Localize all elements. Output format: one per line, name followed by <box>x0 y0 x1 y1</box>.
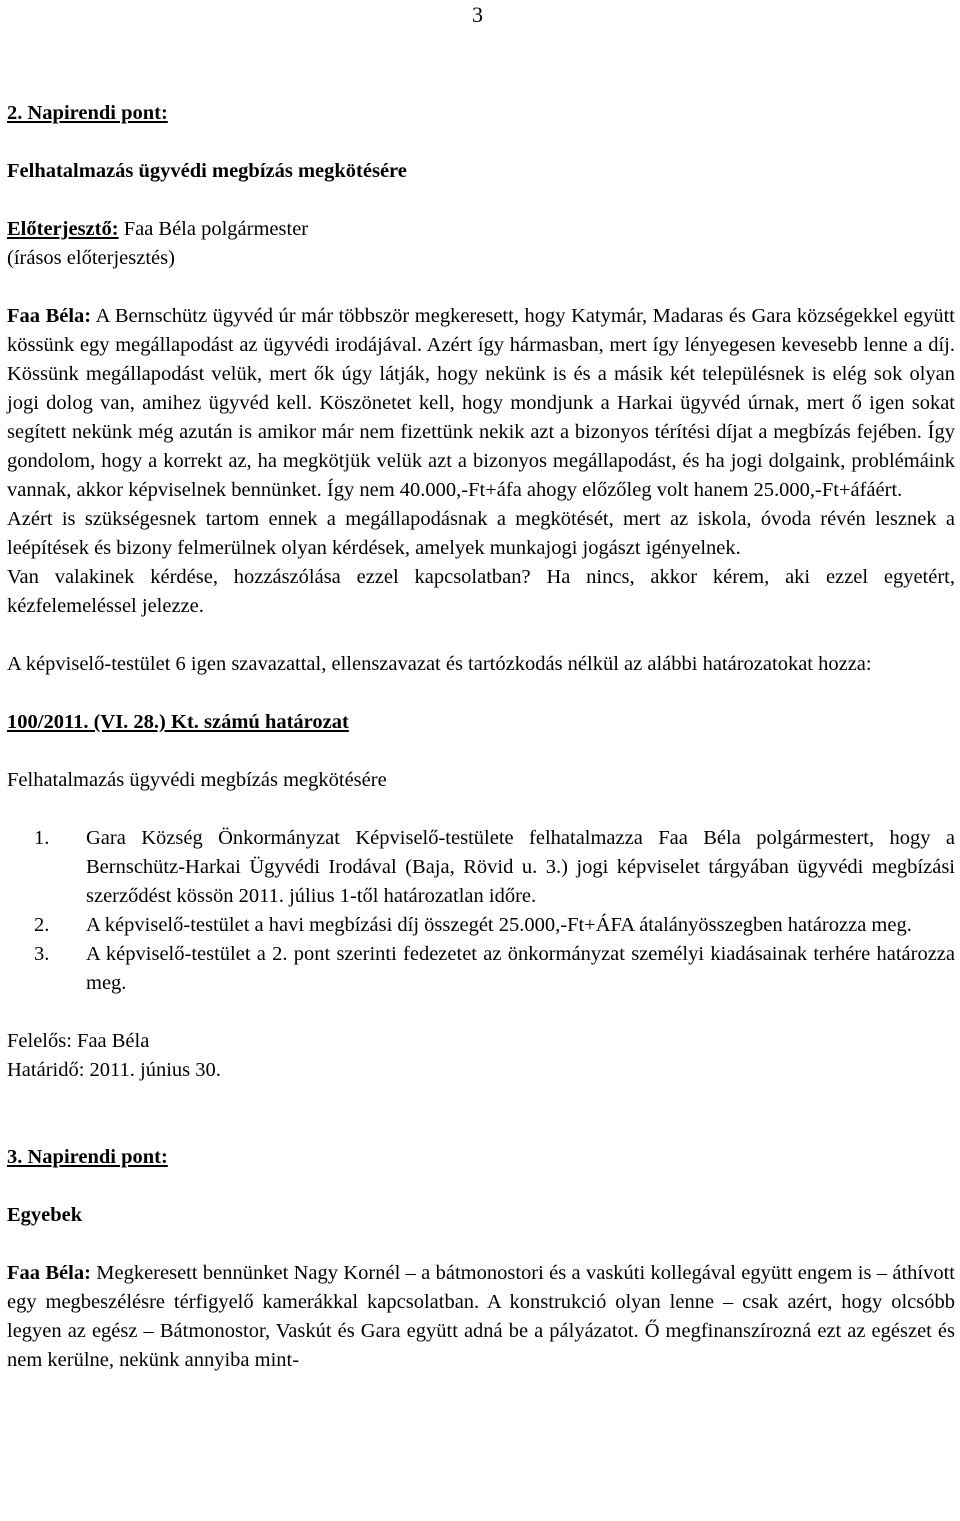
speech-text: A Bernschütz ügyvéd úr már többször megkeresett, hogy Katymár, Madaras és Gara községekkel együtt kössünk egy megállapodást az ügyvédi irodájával. Azért így hármasban, mert így lényegesen kevesebb lenne a díj. Kössünk megállapodást velük, mert ők úgy látják, hogy nekünk is és a másik két településnek is elég sok olyan jogi dolog van, amihez ügyvéd kell. Köszönetet kell, hogy mondjunk a Harkai ügyvéd úrnak, mert ő igen sokat segített nekünk még azután is amikor már nem fizettünk nekik azt a bizonyos térítési díjat a megbízás fejében. Így gondolom, hogy a korrekt az, ha megkötjük velük azt a bizonyos megállapodást, és ha jogi dolgaink, problémáink vannak, akkor képviselnek bennünket. Így nem 40.000,-Ft+áfa ahogy előzőleg volt hanem 25.000,-Ft+áfáért. <box>7 305 955 501</box>
speech-text: Megkeresett bennünket Nagy Kornél – a bátmonostori és a vaskúti kollegával együtt engem is – áthívott egy megbeszélésre térfigyelő kamerákkal kapcsolatban. A konstrukció olyan lenne – csak azért, hogy olcsóbb legyen az egész – Bátmonostor, Vaskút és Gara együtt adná be a pályázatot. Ő megfinanszírozná ezt az egészet és nem kerülne, nekünk annyiba mint- <box>7 1262 955 1371</box>
speech-paragraph-1 <box>7 302 955 505</box>
written-proposal-note: (írásos előterjesztés) <box>7 247 175 269</box>
responsible-person: Felelős: Faa Béla <box>7 1030 150 1052</box>
list-item-number: 3. <box>34 943 50 965</box>
list-item <box>7 911 955 940</box>
list-item-number: 1. <box>34 827 50 849</box>
list-item <box>7 940 955 998</box>
document-body <box>7 99 955 1375</box>
presenter-label: Előterjesztő: <box>7 218 119 240</box>
list-item-number: 2. <box>34 914 50 936</box>
list-item-text: A képviselő-testület a 2. pont szerinti fedezetet az önkormányzat személyi kiadásainak terhére határozza meg. <box>86 943 955 994</box>
speech-paragraph-2: Azért is szükségesnek tartom ennek a megállapodásnak a megkötését, mert az iskola, óvoda révén lesznek a leépítések és bizony felmerülnek olyan kérdések, amelyek munkajogi jogászt igényelnek. <box>7 508 955 559</box>
list-item <box>7 824 955 911</box>
presenter-line <box>7 215 955 244</box>
agenda-item-2-heading: 2. Napirendi pont: <box>7 102 168 124</box>
speech-paragraph-agenda-3 <box>7 1259 955 1375</box>
speech-paragraph-3: Van valakinek kérdése, hozzászólása ezzel kapcsolatban? Ha nincs, akkor kérem, aki ezzel egyetért, kézfelemeléssel jelezze. <box>7 566 955 617</box>
resolution-number: 100/2011. (VI. 28.) Kt. számú határozat <box>7 711 349 733</box>
deadline: Határidő: 2011. június 30. <box>7 1059 221 1081</box>
speaker-name: Faa Béla: <box>7 1262 91 1284</box>
list-item-text: A képviselő-testület a havi megbízási díj összegét 25.000,-Ft+ÁFA átalányösszegben határozza meg. <box>86 914 912 936</box>
agenda-item-2-title: Felhatalmazás ügyvédi megbízás megkötésére <box>7 160 407 182</box>
page-number: 3 <box>472 2 483 27</box>
agenda-item-3-title: Egyebek <box>7 1204 83 1226</box>
speaker-name: Faa Béla: <box>7 305 92 327</box>
agenda-item-3-heading: 3. Napirendi pont: <box>7 1146 168 1168</box>
list-item-text: Gara Község Önkormányzat Képviselő-testülete felhatalmazza Faa Béla polgármestert, hogy a Bernschütz-Harkai Ügyvédi Irodával (Baja, Rövid u. 3.) jogi képviselet tárgyában ügyvédi megbízási szerződést kössön 2011. július 1-től határozatlan időre. <box>86 827 955 907</box>
vote-statement: A képviselő-testület 6 igen szavazattal, ellenszavazat és tartózkodás nélkül az alábbi határozatokat hozza: <box>7 653 872 675</box>
resolution-title: Felhatalmazás ügyvédi megbízás megkötésére <box>7 769 387 791</box>
resolution-list <box>7 824 955 998</box>
presenter-value: Faa Béla polgármester <box>118 218 309 240</box>
